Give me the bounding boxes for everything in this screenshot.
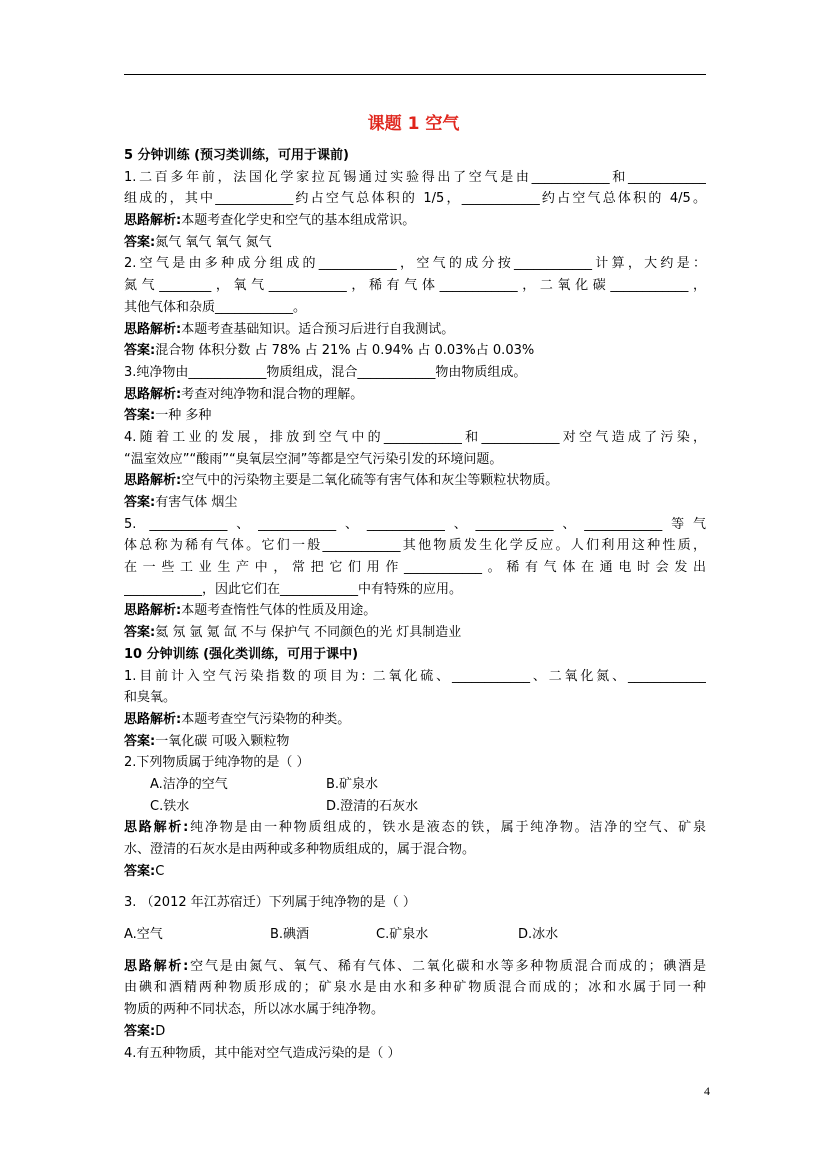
section-heading: 5 分钟训练 (预习类训练，可用于课前) [124,148,349,163]
question-text: 3. （2012 年江苏宿迁）下列属于纯净物的是（ ） [124,895,416,911]
answer-label: 答案: [124,733,156,749]
options-row [124,924,706,946]
question-text: 1.目前计入空气污染指数的项目为: 二氧化硫、____________、二氧化氮、____________ [124,668,706,684]
question-text: 体总称为稀有气体。它们一般____________其他物质发生化学反应。人们利用这种性质， [124,538,706,554]
answer-label: 答案: [124,1023,156,1039]
analysis-text: 本题考查基础知识。适合预习后进行自我测试。 [181,321,455,337]
question-text: 2.空气是由多种成分组成的____________，空气的成分按____________计算，大约是： [124,256,706,272]
option-b: B.矿泉水 [326,776,379,792]
option-c: C.矿泉水 [376,927,429,943]
analysis-label: 思路解析: [124,711,182,727]
question-text: 和臭氧。 [124,690,177,706]
analysis-line [124,384,706,406]
page-number: 4 [704,1084,710,1098]
answer-text: 氦 氖 氩 氪 氙 不与 保护气 不同颜色的光 灯具制造业 [155,625,462,641]
answer-label: 答案: [124,343,156,359]
answer-line [124,340,706,362]
answer-text: 氮气 氧气 氧气 氮气 [155,234,272,250]
options-row [124,796,706,818]
header-rule [124,74,706,75]
analysis-label: 思路解析: [124,213,182,229]
question-text: 5. ____________、____________、____________、____________、____________等气 [124,516,706,532]
option-a: A.洁净的空气 [150,776,228,792]
analysis-text: 本题考查空气污染物的种类。 [181,711,351,727]
answer-line [124,731,706,753]
analysis-line [124,956,706,978]
answer-line [124,861,706,883]
analysis-label: 思路解析: [124,473,182,489]
option-b: B.碘酒 [270,927,310,943]
answer-line [124,232,706,254]
answer-label: 答案: [124,625,156,641]
answer-label: 答案: [124,408,156,424]
analysis-line [124,319,706,341]
analysis-label: 思路解析: [124,386,182,402]
section-heading: 10 分钟训练 (强化类训练，可用于课中) [124,646,359,662]
option-a: A.空气 [124,927,163,943]
analysis-text: 本题考查化学史和空气的基本组成常识。 [181,213,416,229]
answer-label: 答案: [124,863,156,879]
options-row [124,774,706,796]
answer-text: 混合物 体积分数 占 78% 占 21% 占 0.94% 占 0.03%占 0.03% [155,343,535,359]
analysis-text: 由碘和酒精两种物质形成的；矿泉水是由水和多种矿物质混合而成的；冰和水属于同一种 [124,980,706,996]
question-text: 氮气________，氧气____________，稀有气体____________，二氧化碳____________， [124,278,706,294]
analysis-label: 思路解析: [124,820,189,836]
analysis-line [124,600,706,622]
analysis-text: 纯净物是由一种物质组成的，铁水是液态的铁，属于纯净物。洁净的空气、矿泉 [188,820,706,836]
question-text: 3.纯净物由____________物质组成，混合____________物由物质组成。 [124,364,527,380]
answer-line [124,405,706,427]
page-title: 课题 1 空气 [367,114,460,134]
analysis-text: 物质的两种不同状态，所以冰水属于纯净物。 [124,1002,385,1018]
answer-label: 答案: [124,234,156,250]
question-text: “温室效应”“酸雨”“臭氧层空洞”等都是空气污染引发的环境问题。 [124,451,503,467]
answer-line [124,1021,706,1043]
answer-line [124,492,706,514]
analysis-text: 考查对纯净物和混合物的理解。 [181,386,364,402]
question-text: 2.下列物质属于纯净物的是（ ） [124,755,310,771]
analysis-text: 水、澄清的石灰水是由两种或多种物质组成的，属于混合物。 [124,842,476,857]
option-d: D.冰水 [518,927,559,943]
analysis-text: 空气中的污染物主要是二氧化硫等有害气体和灰尘等颗粒状物质。 [181,473,559,489]
analysis-label: 思路解析: [124,958,189,974]
answer-text: 有害气体 烟尘 [155,495,238,510]
question-text: 4.有五种物质，其中能对空气造成污染的是（ ） [124,1045,401,1061]
question-text: 4.随着工业的发展，排放到空气中的____________和____________对空气造成了污染， [124,429,706,445]
option-c: C.铁水 [150,798,190,814]
analysis-line [124,470,706,492]
analysis-line [124,210,706,232]
answer-label: 答案: [124,495,156,510]
analysis-text: 本题考查惰性气体的性质及用途。 [181,603,377,619]
option-d: D.澄清的石灰水 [326,798,419,814]
question-text: ____________，因此它们在____________中有特殊的应用。 [124,581,463,597]
question-text: 组成的，其中____________约占空气总体积的 1/5，____________约占空气总体积的 4/5。 [124,191,706,207]
answer-text: C [155,863,165,879]
question-text: 1.二百多年前，法国化学家拉瓦锡通过实验得出了空气是由____________和____________ [124,169,706,185]
analysis-label: 思路解析: [124,603,182,619]
answer-text: 一种 多种 [155,408,212,424]
question-text: 在一些工业生产中，常把它们用作____________。稀有气体在通电时会发出 [124,560,706,576]
document-body [124,145,706,1064]
question-text: 其他气体和杂质____________。 [124,299,307,315]
analysis-line [124,817,706,839]
answer-line [124,622,706,644]
analysis-text: 空气是由氮气、氧气、稀有气体、二氧化碳和水等多种物质混合而成的；碘酒是 [188,958,706,974]
analysis-line [124,709,706,731]
answer-text: 一氧化碳 可吸入颗粒物 [155,733,290,749]
analysis-label: 思路解析: [124,321,182,337]
answer-text: D [155,1023,166,1039]
